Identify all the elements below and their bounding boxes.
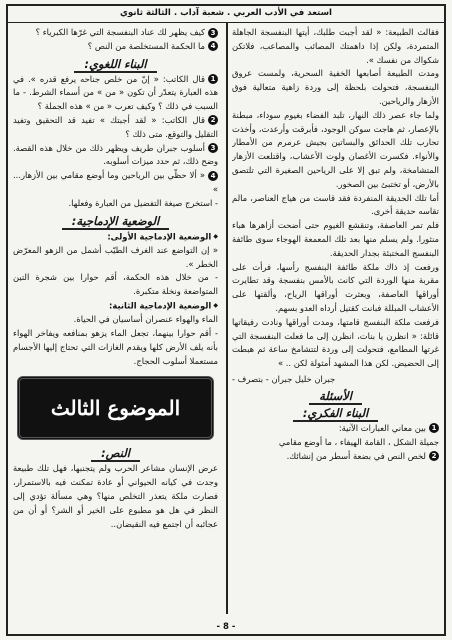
number-badge: 1: [208, 74, 218, 84]
questions-heading: الأسئلة: [232, 389, 439, 403]
situation-1-title: ◆ الوضعية الإدماجية الأولى:: [13, 230, 218, 244]
story-paragraph: ورفعت إذ ذاك ملكة طائفة البنفسج رأسها، فرأت على مقربة منها الوردة التي كانت بالأمس بنفسجة وقد تطايرت أوراقها العاصفة، وبعثرت أوراقها الرياح، وألقتها على الأعشاب المبللة فبانت كقتيل أرداه العدو بسهم.: [232, 261, 439, 313]
question-4: 4ما الحكمة المستخلصة من النص ؟: [13, 40, 218, 54]
story-paragraph: فقالت الطبيعة: « لقد أجبت طلبك، أيتها البنفسجة الجاهلة المتمردة، ولكن إذا داهمتك المصائب والمصاعب، فلاتكن شكواك من نفسك ».: [232, 27, 439, 65]
left-column: [13, 26, 218, 612]
number-badge: 3: [208, 143, 218, 153]
ling-question-4-task: - استخرج صيغة التفضيل من العبارة وفعلها.: [68, 197, 218, 208]
document-page: [6, 4, 446, 636]
question-3: 3كيف يظهر لك عناد البنفسجة التي غرّها الكبرياء ؟: [13, 26, 218, 40]
situation-2-text: الماء والهواء عنصران أساسيان في الحياة.: [73, 314, 218, 325]
number-badge: 2: [208, 115, 218, 125]
page-header: استعد في الأدب العربي . شعبة آداب . الثالثة ثانوي: [8, 6, 444, 23]
intellectual-heading: البناء الفكري:: [232, 406, 439, 420]
text-heading: النص:: [13, 446, 218, 460]
situation-2-task: - أقم حوارا بينهما، تجعل الماء يزهو بمنافعه ويفاخر الهواء بأنه يلف الأرض كلها ويقدم الغازات التي تحتاج إليها الأجسام مستعملا أسلوب الحجاج.: [13, 327, 218, 366]
situation-2-title: ◆ الوضعية الإدماجية الثانية:: [13, 299, 218, 313]
number-badge: 4: [208, 171, 218, 181]
ling-question-1: 1قال الكاتب: « إنّ من خلص جناحه يرفع قدره ». في هذه العبارة يتعدّر أن تكون « من » من أسماء الشرط. - ما السبب في ذلك ؟ وكيف تعرب « من » هذه الجملة ؟: [13, 73, 218, 112]
story-paragraph: أما تلك الحديقة المنفردة فقد قاست من هياج العناصر، مالم تقاسه حديقة أخرى.: [232, 192, 439, 217]
number-badge: 2: [429, 451, 439, 461]
ling-question-3: 3أسلوب جبران طريف ويظهر ذلك من خلال هذه القصة. وضح ذلك، ثم حدد ميزات أسلوبه.: [13, 142, 218, 167]
situation-1-task: - من خلال هذه الحكمة، أقم حوارا بين شجرة التين المتواضعة ونخلة متكبرة.: [13, 272, 218, 297]
question-1-items: جميلة الشكل ، القامة الهيفاء ، ما أوضع مقامي: [278, 436, 439, 447]
number-badge: 1: [429, 423, 439, 433]
story-paragraph: فلم تمر العاصفة، وتنقشع الغيوم حتى أضحت أزاهرها هباء منثورا. ولم يسلم منها بعد تلك المعمعة الهوجاء سوى طائفة البنفسج المختبئة بجدار الحديقة.: [232, 220, 439, 258]
question-2: 2لخص النص في بضعة أسطر من إنشائك.: [232, 450, 439, 464]
integrative-heading: الوضعية الإدماجية:: [13, 214, 218, 228]
story-paragraph: فرفعت ملكة البنفسج قامتها، ومدت أوراقها ونادت رفيقاتها قائلة: « انظرن يا بنات، انظرن إلى ما فعلت البنفسجة التي غرتها المطامع، فتحولت إلى وردة لتتشامخ ساعة ثم هبطت إلى الحضيض. لكن هذا المشهد أمثولة لكن .. »: [232, 316, 439, 369]
column-divider: [226, 23, 228, 614]
linguistic-heading: البناء اللغوي:: [13, 57, 218, 71]
story-paragraph: ومدت الطبيعة أصابعها الخفية السحرية، ولمست عروق البنفسجة، فتحولت بلحظة إلى وردة زاهية متعالية فوق الأزهار والرياحين.: [232, 68, 439, 106]
page-number: - 8 -: [216, 622, 236, 632]
right-column: [232, 26, 439, 612]
ling-question-4: 4« ألا حظّي بين الرياحين وما أوضع مقامي بين الأزهار... »: [13, 170, 218, 194]
third-topic-banner: الموضوع الثالث: [17, 376, 214, 440]
author-credit: جبران خليل جبران - بتصرف -: [232, 373, 336, 384]
situation-1-text: « إن التواضع عند الغرف الطيّب أشمل من الزهو المعرّض الخطر ».: [13, 244, 218, 269]
text-body: عرض الإنسان مشاعر الحرب ولم يتجنبها، فهل تلك طبيعة وجدت في كيانه الحيواني أو عادة تمكنت فيه بالاستمرار، فصارت ملكة يتعذر التخلص منها؟ وهي مسألة تؤدي إلى النظر في هل هو مطبوع على الخير أو الشر؟ أو أن من عجائبه أن اجتمع فيه النقيضان..: [13, 463, 218, 529]
number-badge: 3: [208, 28, 218, 38]
number-badge: 4: [208, 41, 218, 51]
question-1: 1بين معاني العبارات الآتية:: [232, 422, 439, 436]
story-paragraph: ولما جاء عصر ذلك النهار، تلبد الفضاء بغيوم سوداء، مبطنة بالإعصار، ثم هاجت سوكن الوجود، فأبرقت وأرعدت، وأخذت تحارب تلك الحدائق والبساتين بجيش عرمرم من الأمطار والأنواء. فكسرت الأغصان ولوت الأعشاب، واقتلعت الأزهار المتشامخة، ولم تبق إلا على الرياحين الصغيرة التي تلتصق بالأرض، أو تختبئ بين الصخور.: [232, 109, 439, 189]
ling-question-2: 2قال الكاتب: « لقد أجبتك » تفيد قد التحقيق وتفيد التقليل والتوقع. متى ذلك ؟: [13, 114, 218, 139]
